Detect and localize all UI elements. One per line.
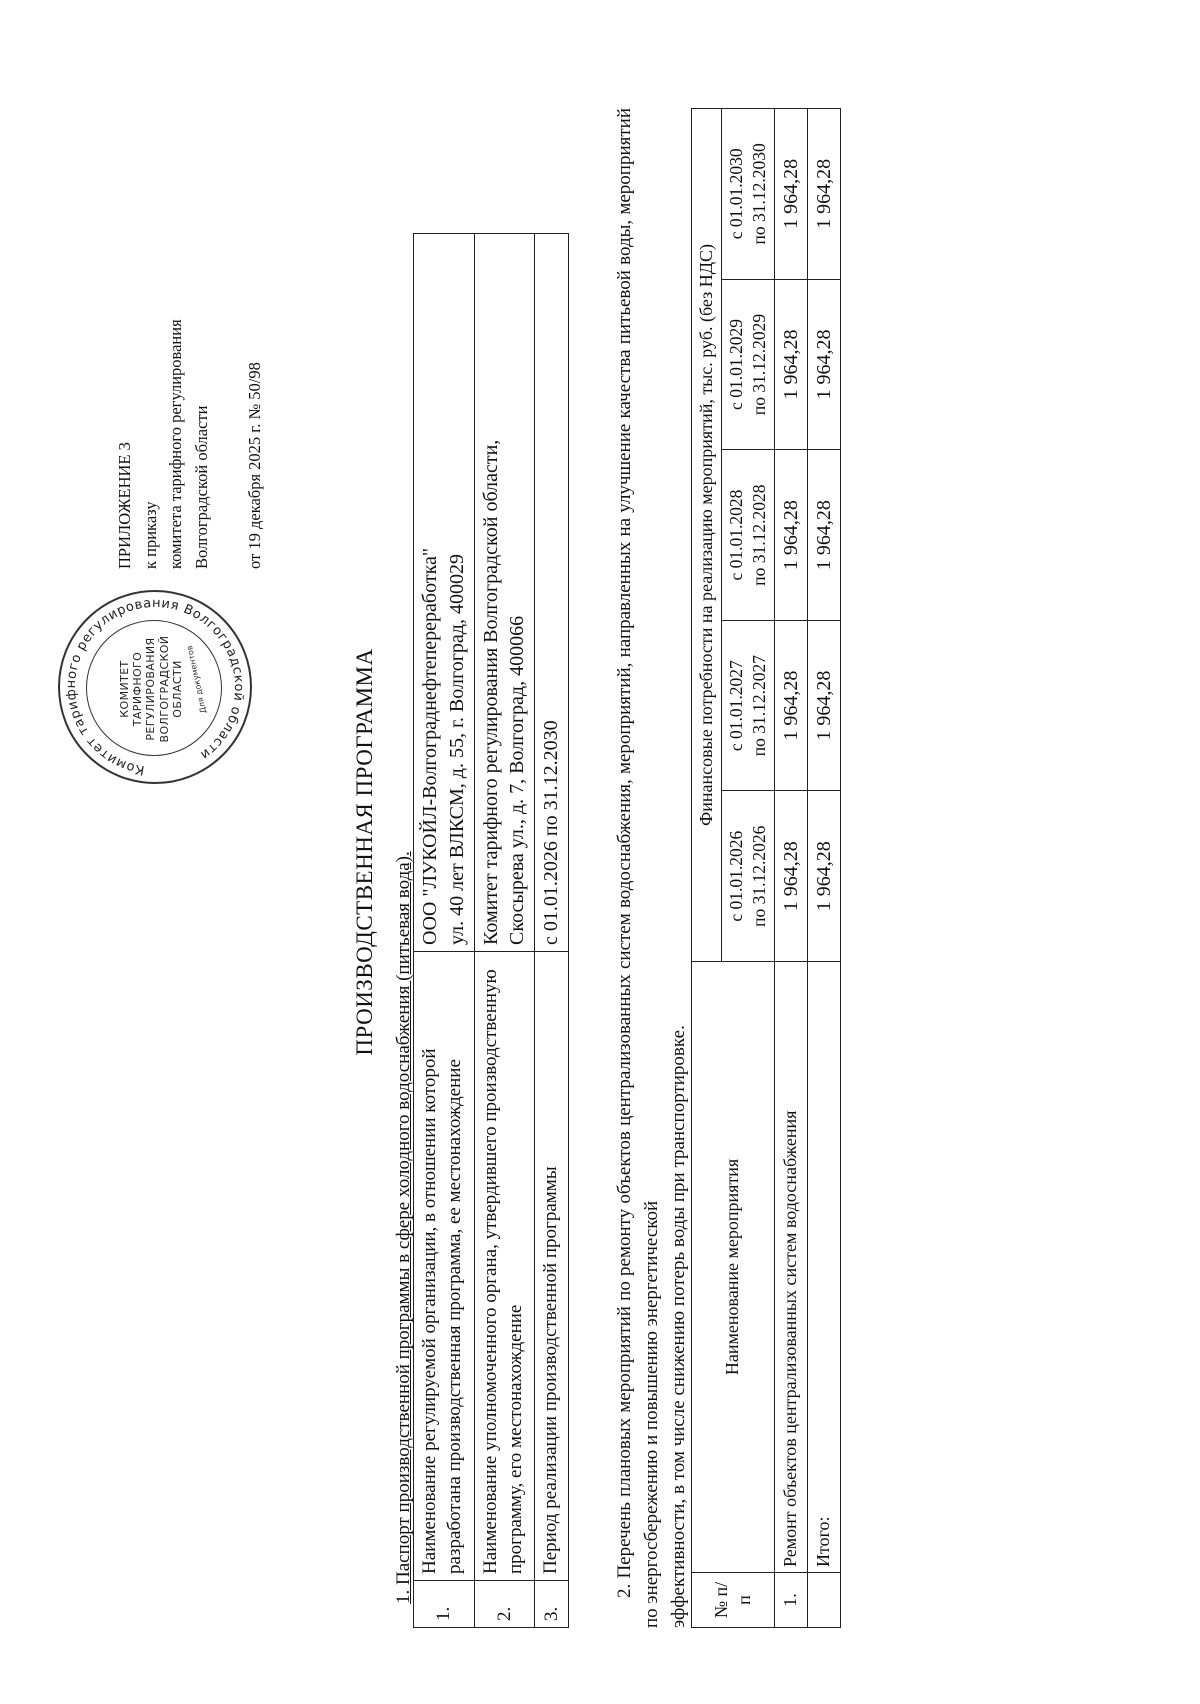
row-value-line: ООО "ЛУКОЙЛ-Волгограднефтепереработка" xyxy=(419,547,441,945)
row-label: Период реализации производственной программы xyxy=(535,952,569,1581)
row-number: 2. xyxy=(474,1581,535,1628)
section-2-text: 2. Перечень плановых мероприятий по ремонту объектов централизованных систем водоснабжения, мероприятий, направленных на улучшение качества питьевой воды, мероприятий по энергосбережению и повышению энергетической xyxy=(614,108,662,1628)
total-amount: 1 964,28 xyxy=(807,109,840,280)
row-number: 3. xyxy=(535,1581,569,1628)
header-period: с 01.01.2029 по 31.12.2029 xyxy=(722,279,775,450)
row-label: Наименование уполномоченного органа, утвердившего производственную программу, его местонахождение xyxy=(474,952,535,1581)
passport-table xyxy=(413,233,569,1628)
row-number: 1. xyxy=(774,1573,807,1628)
row-value-line: Комитет тарифного регулирования Волгоградской области, xyxy=(479,439,502,945)
seal-center-line: КОМИТЕТ xyxy=(118,660,131,718)
header-period: с 01.01.2030 по 31.12.2030 xyxy=(722,109,775,280)
row-amount: 1 964,28 xyxy=(774,279,807,450)
header-period: с 01.01.2028 по 31.12.2028 xyxy=(722,450,775,621)
total-empty-cell xyxy=(807,1573,840,1628)
row-value-line: с 01.01.2026 по 31.12.2030 xyxy=(540,720,563,945)
total-label: Итого: xyxy=(807,962,840,1573)
total-row xyxy=(807,109,840,1628)
total-amount: 1 964,28 xyxy=(807,450,840,621)
header-finance: Финансовые потребности на реализацию мероприятий, тыс. руб. (без НДС) xyxy=(692,109,722,962)
approval-line: к приказу xyxy=(140,501,160,569)
total-amount: 1 964,28 xyxy=(807,791,840,962)
table-header-row xyxy=(692,109,722,1628)
seal-small-text: Для документов xyxy=(184,644,209,715)
header-num: № п/п xyxy=(692,1573,775,1628)
seal-center-line: ТАРИФНОГО xyxy=(131,651,145,727)
total-amount: 1 964,28 xyxy=(807,279,840,450)
row-value-line: ул. 40 лет ВЛКСМ, д. 55, г. Волгоград, 400029 xyxy=(445,554,468,945)
row-amount: 1 964,28 xyxy=(774,109,807,280)
row-value xyxy=(535,234,569,952)
approval-line: ПРИЛОЖЕНИЕ 3 xyxy=(115,442,134,569)
approval-line: комитета тарифного регулирования xyxy=(166,319,186,569)
seal-center-line: ВОЛГОГРАДСКОЙ xyxy=(157,635,171,743)
row-measure-name: Ремонт объектов централизованных систем водоснабжения xyxy=(774,962,807,1573)
row-label: Наименование регулируемой организации, в отношении которой разработана производственная программа, ее местонахождение xyxy=(414,952,475,1581)
document-title: ПРОИЗВОДСТВЕННАЯ ПРОГРАММА xyxy=(352,648,377,1056)
row-amount: 1 964,28 xyxy=(774,620,807,791)
approval-date: от 19 декабря 2025 г. № 50/98 xyxy=(245,362,265,569)
section-2-paragraph xyxy=(612,108,693,1628)
total-amount: 1 964,28 xyxy=(807,620,840,791)
row-amount: 1 964,28 xyxy=(774,450,807,621)
header-period: с 01.01.2027 по 31.12.2027 xyxy=(722,620,775,791)
row-value xyxy=(474,234,535,952)
measures-table xyxy=(691,108,841,1628)
header-name: Наименование мероприятия xyxy=(692,962,775,1573)
header-period: с 01.01.2026 по 31.12.2026 xyxy=(722,791,775,962)
row-value xyxy=(414,234,475,952)
seal-center-line: ОБЛАСТИ xyxy=(170,660,184,718)
svg-text:Комитет тарифного регулировани: Комитет тарифного регулирования Волгоградской области xyxy=(63,595,247,778)
seal-center-line: РЕГУЛИРОВАНИЯ xyxy=(144,637,158,741)
row-value-line: Скосырева ул., д. 7, Волгоград, 400066 xyxy=(506,615,529,945)
section-2-text-end: эффективности, в том числе снижению потерь воды при транспортировке. xyxy=(667,1025,689,1628)
seal-center-text xyxy=(118,630,184,748)
row-number: 1. xyxy=(414,1581,475,1628)
section-1-heading: 1. Паспорт производственной программы в сфере холодного водоснабжения (питьевая вода). xyxy=(393,851,414,1604)
table-row xyxy=(414,234,475,1628)
official-seal xyxy=(58,590,252,784)
approval-line: Волгоградской области xyxy=(191,405,211,569)
table-row xyxy=(474,234,535,1628)
table-row xyxy=(774,109,807,1628)
row-amount: 1 964,28 xyxy=(774,791,807,962)
approval-block xyxy=(112,9,268,569)
table-row xyxy=(535,234,569,1628)
